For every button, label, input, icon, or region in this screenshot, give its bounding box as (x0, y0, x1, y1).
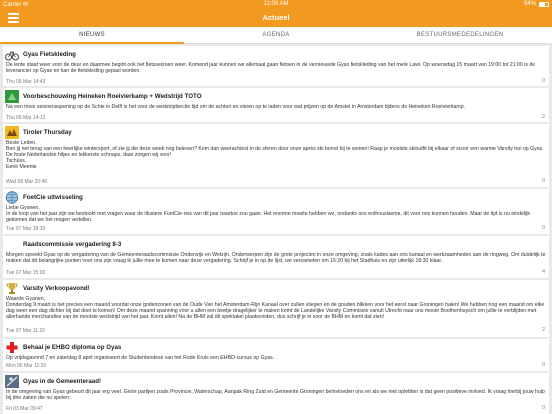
globe-icon (5, 191, 19, 204)
carrier-label: Carrier ✉ (3, 2, 29, 8)
comment-count: 0 (541, 362, 545, 368)
news-title: Gyas in de Gemeenteraad! (23, 378, 102, 385)
comment-count: 0 (541, 405, 545, 411)
news-card[interactable] (3, 339, 549, 371)
news-date: Tue 07 Mar 15:03 (6, 270, 46, 276)
news-body: Beste Leden, Ben jij net terug van een heerlijke wintersport, of zie jij die deze week nog beleven? Kom dan weerachiest in de sferen door onze après ski borrel bij te wonen! Raap je mooiste skioutfit bij elkaar of scoor een warme Varsity trui op Gyas. De foute Nederlandse hitjes en lekkerste schnaps, daar zorgen wij voor! Tschüss, Eerie Meenie (6, 140, 544, 170)
flag-icon (5, 90, 19, 103)
news-card[interactable] (3, 88, 549, 122)
news-date: Tue 07 Mar 18:33 (6, 226, 46, 232)
news-date: Fri 03 Mar 09:47 (6, 406, 43, 412)
news-card[interactable] (3, 46, 549, 86)
tab-bar (0, 27, 552, 44)
clock: 11:00 AM (263, 1, 289, 7)
news-body: Liebe Gyanen, In de loop van het jaar zijn we bestookt met vragen waar de illustere FoetCie-reis van dit jaar naartoe zou gaan. Het enorme moeite hebben we, ondanks ons enthousiasme, dit voor ons kunnen houden. Maar de tijd is nu eindelijk gekomen dat we het mogen vertellen. (6, 205, 530, 223)
news-date: Mon 06 Mar 11:20 (6, 363, 47, 369)
news-card[interactable] (3, 124, 549, 187)
news-title: Tiroler Thursday (23, 129, 72, 136)
news-body: Waarde Gyanen, Donderdag 9 maart is het precies een maand voordat onze godenzonen van de Oude Vier het Amsterdam-Rijn Kanaal over zullen vliegen en de gouden blikken voor het eerst naar Groningen halen! We hebben nog een maand om elke dag weer een dag dichter bij dat doel te komen! Om deze maand spanning voor u allen een beetje dragelijker te maken komt de Landelijke Varsity Commissie vanuit Utrecht naar ons mooie Boothenhuysch om jullie te verblijden met allerhande merchandise van de mooiste wedstrijd van het jaar. Komt allen! Na de BHM zal dit spektakel plaatsvinden, dus schrijf je in voor de BHM en komt dat zien! (6, 296, 545, 320)
comment-count: 0 (541, 78, 545, 84)
news-date: Wed 08 Mar 20:49 (6, 179, 48, 185)
news-title: Gyas Fietskleding (23, 51, 76, 58)
news-body: De lente staat weer voor de deur en daarmee begint ook het fietsseizoen weer. Komend jaar kunnen we allemaal gaan fietsen in de vernieuwde Gyas fietskleding van het merk Lawi. Op woensdag 15 maart van 19:00 tot 21:00 is de leverancier op Gyas en kan de fietskleding gepast worden. (6, 62, 536, 74)
comment-count: 4 (541, 269, 545, 275)
comment-count: 0 (541, 178, 545, 184)
news-card[interactable] (3, 373, 549, 414)
tab-bestuursmededelingen[interactable]: BESTUURSMEDEDELINGEN (416, 32, 504, 38)
comment-count: 2 (541, 327, 545, 333)
news-body: Na een mooi seizoensopening op de Schie in Delft is het voor de wedstrijdsectie tijd om de achten en vieren op te laden voor wat prijzen op de Amstel in Amsterdam tijdens de Heineken Roeivierkamp. (6, 104, 466, 110)
tiroler-icon (5, 126, 19, 139)
news-date: Thu 09 Mar 14:43 (6, 79, 46, 85)
news-date: Thu 09 Mar 14:12 (6, 115, 46, 121)
nav-bar (0, 9, 552, 27)
news-body: In de omgeving van Gyas gebeurt dit jaar erg veel. Grote partijen zoals Provincie, Waterschap, Aanpak Ring Zuid en Gemeente Groningen beïnvloeden ons en als we niet oplettten is dat geen positieve invloed. Ik vraag hierbij jouw hulp bij drie zaken die nu spelen: (6, 389, 545, 401)
trophy-icon (5, 282, 19, 295)
news-card[interactable] (3, 236, 549, 278)
page-title: Actueel (262, 13, 290, 22)
tab-nieuws[interactable]: NIEUWS (0, 27, 184, 44)
news-title: FoetCie uitwisseling (23, 194, 83, 201)
comment-count: 2 (541, 114, 545, 120)
news-body: Op vrijdagavond 7 en zaterdag 8 april organiseert de Studentendesk van het Rode Kruis een EHBO-cursus op Gyas. (6, 355, 275, 361)
battery-percent: 64% (523, 1, 536, 7)
news-title: Raadscommissie vergadering 8-3 (23, 241, 122, 248)
comment-count: 0 (541, 225, 545, 231)
news-card[interactable] (3, 189, 549, 234)
news-title: Voorbeschouwing Heineken Roeivierkamp + Wedstrijd TOTO (23, 93, 202, 100)
battery-icon (539, 2, 549, 7)
news-title: Varsity Verkoopavond! (23, 285, 90, 292)
news-card[interactable] (3, 280, 549, 337)
news-title: Behaal je EHBO diploma op Gyas (23, 344, 122, 351)
news-date: Tue 07 Mar 11:16 (6, 328, 45, 334)
bicycle-icon (5, 48, 19, 61)
news-feed[interactable] (0, 44, 552, 414)
status-bar (0, 0, 552, 9)
first-aid-cross-icon (5, 341, 19, 354)
tab-agenda[interactable]: AGENDA (262, 32, 290, 38)
rower-icon (5, 375, 19, 388)
news-body: Morgen spreekt Gyas op de vergadering van de Gemeenteraadscommissie Onderwijs en Welzijn. Onderwerpen zijn de grote projecten in onze omgeving, zoals kades aan ons kanaal en werkzaamheden aan de ringweg. Om duidelijk te maken dat dit belangrijke punten voor ons zijn vraag ik jullie mee te komen naar deze vergadering. Schrijf je in op de lijst, we verzamelen om 16:20 bij het Stadhuis en zijn uiterlijk 18:30 klaar. (6, 252, 546, 264)
